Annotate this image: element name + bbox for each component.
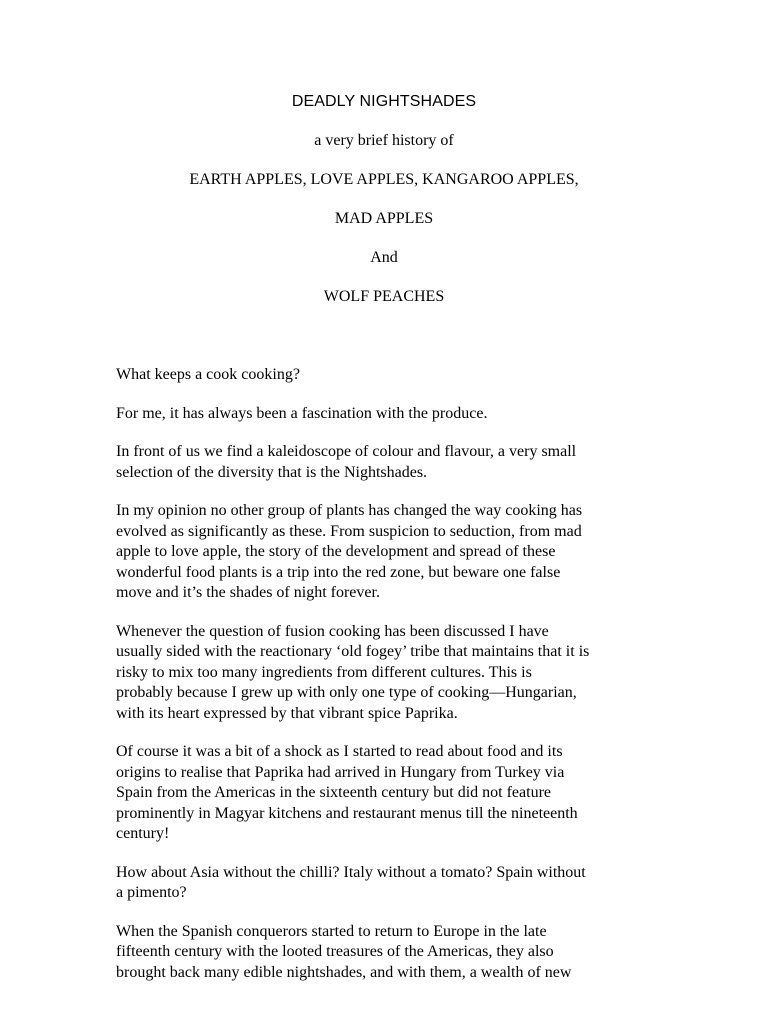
paragraph: For me, it has always been a fascination with the produce. [116, 404, 488, 422]
paragraph: How about Asia without the chilli? Italy without a tomato? Spain without a pimento? [116, 863, 586, 901]
subtitle-line: MAD APPLES [334, 210, 434, 227]
subtitle-line: WOLF PEACHES [323, 288, 445, 305]
paragraph: What keeps a cook cooking? [116, 366, 300, 383]
subtitle-line: a very brief history of [314, 132, 454, 149]
paragraph: In my opinion no other group of plants has changed the way cooking has evolved as significantly as these. From suspicion to seduction, from mad apple to love apple, the story of the development and spread of these wonderful food plants is a trip into the red zone, but beware one false move and it’s the shades of night forever. [116, 502, 583, 601]
title-block [0, 91, 768, 325]
paragraph: When the Spanish conquerors started to return to Europe in the late fifteenth century with the looted treasures of the Americas, they also brought back many edible nightshades, and with them, a wealth of new [116, 922, 572, 981]
paragraph: Of course it was a bit of a shock as I started to read about food and its origins to realise that Paprika had arrived in Hungary from Turkey via Spain from the Americas in the sixteenth century but did not feature prominently in Magyar kitchens and restaurant menus till the nineteenth century! [116, 743, 578, 842]
body-text [116, 365, 646, 1001]
subtitle-line: EARTH APPLES, LOVE APPLES, KANGAROO APPLES, [189, 171, 579, 188]
document-title: DEADLY NIGHTSHADES [291, 93, 477, 110]
paragraph: Whenever the question of fusion cooking has been discussed I have usually sided with the reactionary ‘old fogey’ tribe that maintains that it is risky to mix too many ingredients from different cultures. This is probably because I grew up with only one type of cooking—Hungarian, with its heart expressed by that vibrant spice Paprika. [116, 622, 590, 722]
subtitle-line: And [370, 249, 398, 266]
paragraph: In front of us we find a kaleidoscope of colour and flavour, a very small selection of the diversity that is the Nightshades. [116, 443, 577, 481]
